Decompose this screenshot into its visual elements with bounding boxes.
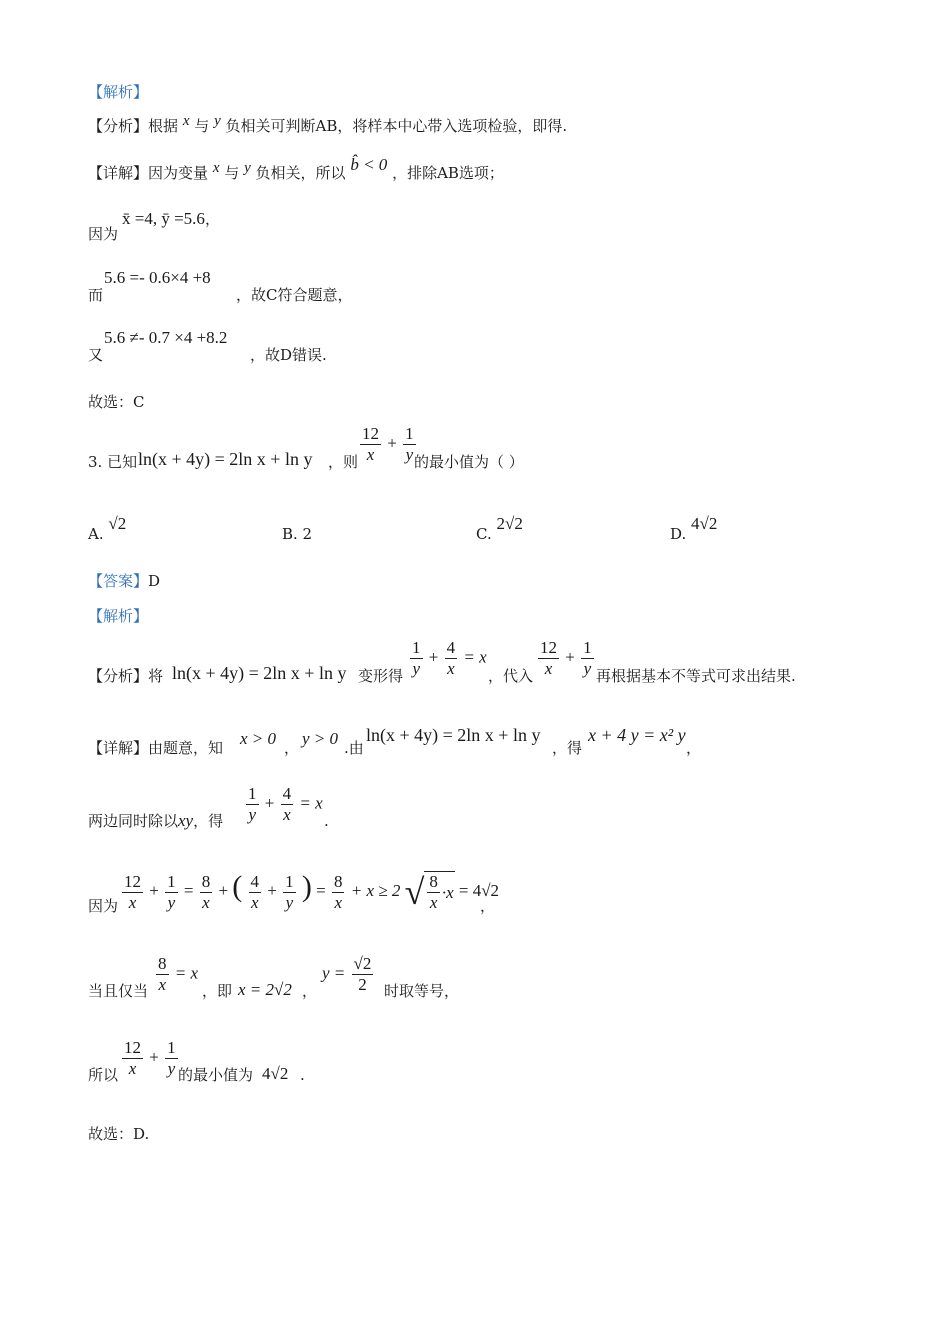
frac-den: y [405,445,414,464]
plus-sign: + [565,647,575,667]
so-value: 4√2 [262,1064,289,1083]
plus-x-geq: + x ≥ 2 [350,881,401,900]
eq-x: = x [299,793,323,813]
detail-line-2 [88,738,223,758]
option-d-value: 4√2 [691,514,718,533]
question-3-expression [358,424,418,465]
mean-suffix: ， [204,212,220,228]
frac-den: y [412,659,421,678]
divide-line [88,811,223,831]
fenxi-a: 将 [148,667,164,685]
fenxi-b: 变形得 [358,667,404,685]
frac-den: x [429,893,438,913]
var-y: y [244,160,251,176]
frac-den: x [158,975,167,994]
so-end: . [300,1066,305,1084]
left-paren: ( [232,870,243,903]
detail-equation: ln(x + 4y) = 2ln x + ln y [366,725,541,745]
when-d: 时取等号， [384,982,460,1000]
xy-term: xy [178,811,194,830]
frac-num: 8 [201,871,211,891]
frac-num: √2 [353,954,372,973]
choose-c: 故选：C [88,393,145,411]
frac-den: x [334,892,342,912]
plus-sign: + [149,1047,159,1067]
analysis-tag: 【解析】 [88,83,149,101]
y-positive: y > 0 [302,729,339,748]
detail-a: 由题意，知 [148,739,224,757]
option-d-label: D. [670,525,687,543]
plus-sign: + [264,793,275,813]
when-equation [154,954,198,995]
divide-result [244,784,323,825]
frac-den: x [366,445,375,464]
radical-icon: √ [404,872,425,913]
frac-den: x [447,659,455,678]
x-value: x = 2√2 [238,980,292,999]
option-d [670,514,718,544]
detail-tag: 【详解】 [88,164,149,182]
fenxi-line-1 [88,113,568,137]
y-eq: y = [322,963,346,983]
detail-text-b: 与 [224,164,240,182]
mean-math [122,208,220,229]
frac-num: 12 [124,1038,141,1057]
mean-values: x̄ =4, ȳ =5.6 [122,209,205,228]
frac-num: 1 [167,1038,176,1057]
frac-den: y [167,892,176,912]
fenxi-text-b: 与 [194,117,210,135]
frac-num: 12 [540,638,557,657]
frac-num: 8 [158,954,167,973]
frac-num: 8 [429,872,438,892]
check-d-prefix: 又 [88,346,104,364]
frac-den: x [128,1059,137,1078]
frac-den: y [285,892,294,912]
fenxi-text-c: 负相关可判断AB，将样本中心带入选项检验，即得. [225,117,568,135]
frac-den: x [283,805,291,824]
detail-text-c: 负相关，所以 [255,164,346,182]
check-c-suffix: ，故C符合题意， [236,286,353,304]
fenxi-c: ，代入 [488,667,534,685]
fenxi-tag: 【分析】 [88,667,149,685]
fenxi-text-a: 根据 [148,117,179,135]
inequality-chain [120,870,499,913]
frac-num: 1 [583,638,592,657]
detail-text-a: 因为变量 [148,164,209,182]
answer-tag: 【答案】 [88,572,149,590]
analysis-tag-2: 【解析】 [88,607,149,625]
detail-text-d: ，排除AB选项； [392,164,504,182]
mean-line [88,224,118,244]
frac-num: 4 [446,638,456,657]
check-d-suffix: ，故D错误. [250,346,327,364]
chain-end: ， [480,897,496,915]
var-x: x [212,160,220,176]
when-c: ， [302,982,318,1000]
question-3-equation: ln(x + 4y) = 2ln x + ln y [138,449,313,469]
frac-num: 1 [412,638,421,657]
so-b: 的最小值为 [178,1066,254,1084]
var-x: x [182,113,190,129]
frac-den: 2 [358,975,367,994]
eq-x: = x [463,647,487,667]
frac-num: 12 [124,871,141,891]
option-a-label: A. [88,525,104,543]
so-expression [120,1038,180,1079]
detail-tag: 【详解】 [88,739,149,757]
question-3-suffix: 的最小值为（ ） [414,453,524,471]
frac-den: x [251,892,259,912]
answer-line [88,571,160,591]
fenxi-line-2 [88,666,163,686]
check-c-line [88,285,103,305]
frac-den: y [248,805,257,824]
option-c-value: 2√2 [496,514,523,533]
question-3-prefix: 3. 已知 [88,453,138,471]
check-d-math: 5.6 ≠- 0.7 ×4 +8.2 [104,328,228,347]
detail-comma: ， [284,739,300,757]
detail-equation-2: x + 4 y = x² y [588,725,686,745]
right-paren: ) [301,870,312,903]
detail-d: ， [686,739,702,757]
y-value [322,954,375,995]
fenxi-expression [536,638,596,679]
fenxi-equation: ln(x + 4y) = 2ln x + ln y [172,663,347,683]
frac-den: x [202,892,210,912]
frac-num: 1 [285,871,294,891]
var-y: y [214,113,221,129]
b-hat-inequality: b̂ < 0 [350,155,388,174]
when-a: 当且仅当 [88,982,149,1000]
question-3-middle: ，则 [328,453,359,471]
divide-end: . [324,812,329,830]
answer-value: D [148,572,161,590]
detail-c: ，得 [552,739,583,757]
detail-line-1 [88,155,504,184]
option-c-label: C. [476,525,492,543]
frac-num: 8 [333,871,343,891]
option-a-value: √2 [108,514,127,533]
plus-sign: + [428,647,439,667]
frac-num: 1 [405,424,414,443]
eq-x: = x [174,963,199,983]
plus-sign: + [387,433,397,453]
fenxi-tag: 【分析】 [88,117,149,135]
frac-num: 1 [167,871,176,891]
dot-x: ·x [441,882,454,902]
frac-num: 4 [250,871,260,891]
frac-num: 4 [282,784,292,803]
equals-sign: = [183,881,194,900]
check-c-prefix: 而 [88,286,104,304]
fenxi-transformed [408,638,487,679]
divide-a: 两边同时除以 [88,812,179,830]
x-positive: x > 0 [240,729,277,748]
sqrt-expression [405,871,455,913]
equals-sign: = [316,881,326,900]
detail-b: .由 [344,739,364,757]
frac-den: x [128,892,137,912]
option-c [476,514,523,544]
check-d-line [88,345,103,365]
because-label: 因为 [88,897,119,915]
frac-den: y [167,1059,176,1078]
mean-prefix: 因为 [88,225,119,243]
frac-num: 12 [362,424,379,443]
chain-result: = 4√2 [458,881,500,900]
option-b: B. 2 [282,525,313,543]
frac-den: y [583,659,592,678]
when-b: ，即 [202,982,233,1000]
option-a [88,514,127,544]
plus-sign: + [267,881,277,900]
plus-sign: + [218,881,229,900]
so-a: 所以 [88,1066,119,1084]
divide-b: ，得 [193,812,224,830]
fenxi-d: 再根据基本不等式可求出结果. [596,667,796,685]
frac-num: 1 [248,784,257,803]
plus-sign: + [149,881,159,900]
check-c-math: 5.6 =- 0.6×4 +8 [104,268,211,287]
frac-den: x [544,659,553,678]
choose-d: 故选：D. [88,1125,150,1143]
